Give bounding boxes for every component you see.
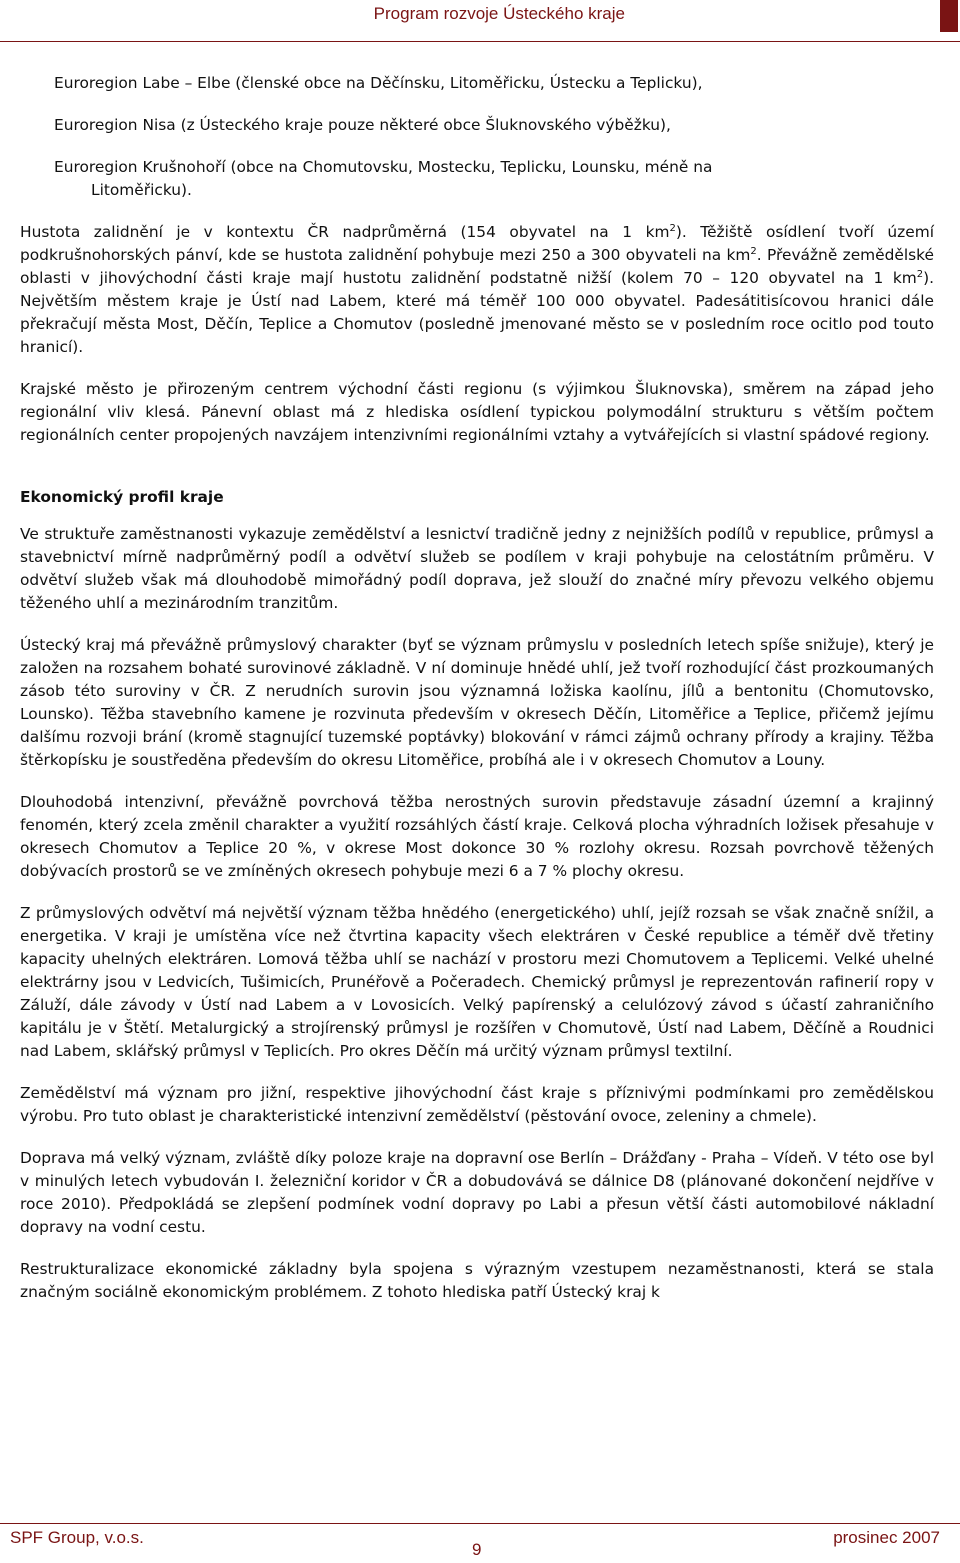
list-item [54, 72, 934, 95]
section-heading: Ekonomický profil kraje [20, 488, 224, 506]
paragraph-population-density [20, 221, 934, 359]
text-run: . Převážně zemědělské oblasti v jihovýchodní části kraje mají hustotu zalidnění podstatně nižší (kolem 70 – 120 obyvatel na 1 km [20, 246, 934, 287]
footer-date: prosinec 2007 [833, 1528, 940, 1547]
text-run: ). Těžiště osídlení tvoří území podkrušnohorských pánví, kde se hustota zalidnění pohybuje mezi 250 a 300 obyvateli na km [20, 223, 934, 264]
footer-company: SPF Group, v.o.s. [10, 1528, 144, 1547]
paragraph-agriculture: Zemědělství má význam pro jižní, respektive jihovýchodní část kraje s příznivými podmínkami pro zemědělskou výrobu. Pro tuto oblast je charakteristické intenzivní zemědělství (pěstování ovoce, zeleniny a chmele). [20, 1084, 934, 1125]
document-body [20, 221, 934, 1323]
page-header-title: Program rozvoje Ústeckého kraje [373, 4, 625, 23]
list-item [54, 156, 934, 202]
text-run: Hustota zalidnění je v kontextu ČR nadprůměrná (154 obyvatel na 1 km [20, 223, 670, 241]
header-divider [0, 41, 960, 42]
paragraph-mining: Dlouhodobá intenzivní, převážně povrchová těžba nerostných surovin představuje zásadní územní a krajinný fenomén, který zcela změnil charakter a využití rozsáhlých částí kraje. Celková plocha výhradních ložisek přesahuje v okresech Chomutov a Teplice 20 %, v okrese Most dokonce 30 % rozlohy okresu. Rozsah povrchově těžených dobývacích prostorů se ve zmíněných okresech pohybuje mezi 6 a 7 % plochy okresu. [20, 793, 934, 880]
header-accent-block [940, 0, 958, 32]
euroregion-list [54, 72, 934, 221]
list-item [54, 114, 934, 137]
paragraph-regional-center: Krajské město je přirozeným centrem východní části regionu (s výjimkou Šluknovska), směrem na západ jeho regionální vliv klesá. Pánevní oblast má z hlediska osídlení typickou polymodální strukturu s větším počtem regionálních center propojených navzájem intenzivními regionálními vztahy a vytvářejících si vlastní spádové regiony. [20, 380, 934, 444]
superscript: 2 [669, 223, 676, 234]
footer-divider [0, 1523, 960, 1524]
superscript: 2 [916, 269, 924, 280]
paragraph-industrial-character: Ústecký kraj má převážně průmyslový charakter (byť se význam průmyslu v posledních letech spíše snižuje), který je založen na rozsahem bohaté surovinové základně. V ní dominuje hnědé uhlí, jež tvoří rozhodující část prozkoumaných zásob této suroviny v ČR. Z nerudních surovin jsou významná ložiska kaolínu, jílů a bentonitu (Chomutovsko, Lounsko). Těžba stavebního kamene je rozvinuta především v okresech Děčín, Litoměřice a Teplice, přičemž jejímu dalšímu rozvoji brání (kromě stagnující tuzemské poptávky) blokování v rámci zájmů ochrany přírody a krajiny. Těžba štěrkopísku je soustředěna především do okresu Litoměřice, probíhá ale i v okresech Chomutov a Louny. [20, 636, 934, 769]
list-item-continuation: Litoměřicku). [91, 181, 192, 199]
list-item-text: Euroregion Labe – Elbe (členské obce na Děčínsku, Litoměřicku, Ústecku a Teplicku), [54, 74, 703, 92]
list-item-text: Euroregion Krušnohoří (obce na Chomutovsku, Mostecku, Teplicku, Lounsku, méně na [54, 158, 713, 176]
list-item-text: Euroregion Nisa (z Ústeckého kraje pouze některé obce Šluknovského výběžku), [54, 116, 671, 134]
paragraph-restructuring: Restrukturalizace ekonomické základny byla spojena s výrazným vzestupem nezaměstnanosti, která se stala značným sociálně ekonomickým problémem. Z tohoto hlediska patří Ústecký kraj k [20, 1260, 934, 1301]
text-run: ). Největším městem kraje je Ústí nad Labem, které má téměř 100 000 obyvatel. Padesátitisícovou hranici dále překračují města Most, Děčín, Teplice a Chomutov (posledně jmenované město se v posledním roce ocitlo pod touto hranicí). [20, 269, 934, 356]
paragraph-industries: Z průmyslových odvětví má největší význam těžba hnědého (energetického) uhlí, jejíž rozsah se však značně snížil, a energetika. V kraji je umístěna více než čtvrtina kapacity všech elektráren v České republice a téměř dvě třetiny kapacity uhelných elektráren. Lomová těžba uhlí se nachází v prostoru mezi Chomutovem a Teplicemi. Velké uhelné elektrárny jsou v Ledvicích, Tušimicích, Prunéřově a Počeradech. Chemický průmysl je reprezentován rafinerií ropy v Záluží, dále závody v Ústí nad Labem a v Lovosicích. Velký papírenský a celulózový závod s účastí zahraničního kapitálu je v Štětí. Metalurgický a strojírenský průmysl je rozšířen v Chomutově, Ústí nad Labem, Děčíně a Roudnici nad Labem, sklářský průmysl v Teplicích. Pro okres Děčín má určitý význam průmysl textilní. [20, 904, 934, 1060]
page-number: 9 [472, 1540, 482, 1559]
paragraph-employment-structure: Ve struktuře zaměstnanosti vykazuje zemědělství a lesnictví tradičně jedny z nejnižších podílů v republice, průmysl a stavebnictví mírně nadprůměrný podíl a odvětví služeb se podílem v kraji pohybuje na celostátním průměru. V odvětví služeb však má dlouhodobě mimořádný podíl doprava, jež slouží do značné míry převozu velkého objemu těženého uhlí a mezinárodním tranzitům. [20, 525, 934, 612]
superscript: 2 [750, 246, 757, 257]
paragraph-transport: Doprava má velký význam, zvláště díky poloze kraje na dopravní ose Berlín – Drážďany - Praha – Vídeň. V této ose byl v minulých letech vybudován I. železniční koridor v ČR a dobudovává se dálnice D8 (plánované dokončení nejdříve v roce 2010). Předpokládá se zlepšení podmínek vodní dopravy po Labi a přesun větší části automobilové nákladní dopravy na vodní cestu. [20, 1149, 934, 1236]
